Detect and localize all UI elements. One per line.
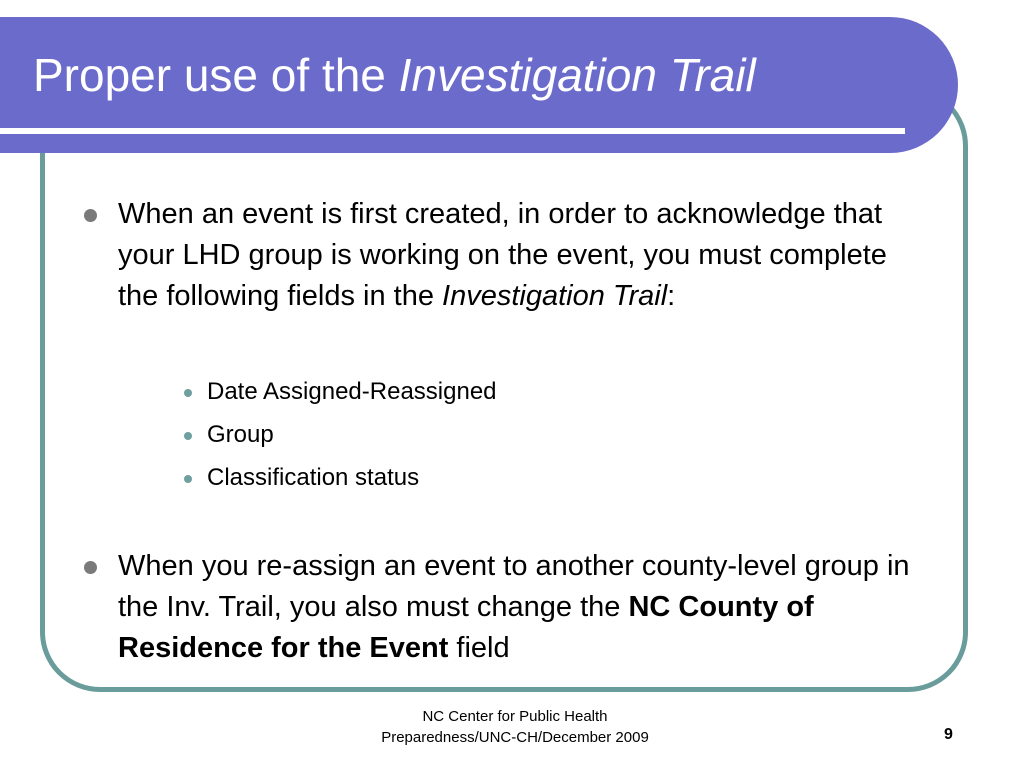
footer-line-1: NC Center for Public Health — [422, 708, 608, 725]
bullet-1-text: When an event is first created, in order to acknowledge that your LHD group is working on the event, you must complete the following fields in the — [118, 198, 887, 312]
sub-item: Classification status — [207, 464, 420, 491]
title-italic: Investigation Trail — [398, 49, 756, 101]
sub-bullet-icon — [184, 432, 192, 440]
bullet-1-italic: Investigation Trail — [442, 280, 668, 312]
title-plain: Proper use of the — [33, 49, 399, 101]
sub-item: Date Assigned-Reassigned — [207, 378, 497, 405]
bullet-2-text: When you re-assign an event to another county-level group in the Inv. Trail, you also must change the — [118, 550, 910, 623]
page-number: 9 — [944, 726, 953, 743]
sub-item: Group — [207, 421, 274, 448]
bullet-1 — [118, 194, 928, 317]
bullet-icon — [84, 209, 97, 222]
footer — [340, 706, 690, 748]
footer-line-2: Preparedness/UNC-CH/December 2009 — [381, 729, 649, 746]
bullet-1-end: : — [667, 280, 676, 312]
sub-bullet-icon — [184, 389, 192, 397]
sub-bullet-icon — [184, 475, 192, 483]
bullet-2 — [118, 546, 928, 669]
bullet-2-end: field — [448, 632, 510, 664]
slide-title — [33, 50, 756, 100]
bullet-2-bold: NC County of Residence for the Event — [118, 591, 814, 664]
title-underline — [0, 128, 905, 134]
bullet-icon — [84, 561, 97, 574]
